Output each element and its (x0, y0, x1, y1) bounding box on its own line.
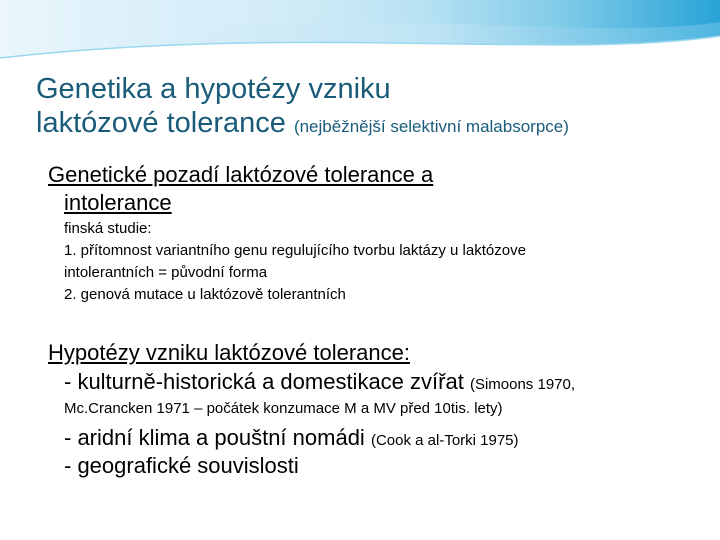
title-line-1: Genetika a hypotézy vzniku (36, 73, 391, 105)
hypothesis-item-1-continuation: Mc.Crancken 1971 – počátek konzumace M a MV před 10tis. lety) (64, 400, 503, 417)
hypothesis-item-3: - geografické souvislosti (64, 453, 299, 478)
study-line: 1. přítomnost variantního genu regulujícího tvorbu laktázy u laktózove (64, 242, 526, 259)
header-banner (0, 0, 720, 70)
hypothesis-item-2: - aridní klima a pouštní nomádi (Cook a al-Torki 1975) (64, 425, 519, 450)
section-hypotheses-heading: Hypotézy vzniku laktózové tolerance: (48, 340, 410, 365)
hypothesis-ref: (Cook a al-Torki 1975) (370, 432, 519, 449)
slide-title (36, 72, 706, 144)
hypothesis-item-1: - kulturně-historická a domestikace zvířat (Simoons 1970, (64, 369, 576, 394)
study-line: intolerantních = původní forma (64, 264, 268, 281)
section-genetic-heading: Genetické pozadí laktózové tolerance a intolerance (48, 162, 434, 215)
title-line-2: laktózové tolerance (nejběžnější selektivní malabsorpce) (36, 107, 569, 139)
title-note: (nejběžnější selektivní malabsorpce) (293, 117, 569, 136)
finnish-study-text (64, 218, 704, 306)
hypothesis-ref: (Simoons 1970, (469, 376, 576, 393)
study-line: 2. genová mutace u laktózově tolerantních (64, 286, 346, 303)
study-line: finská studie: (64, 220, 152, 237)
